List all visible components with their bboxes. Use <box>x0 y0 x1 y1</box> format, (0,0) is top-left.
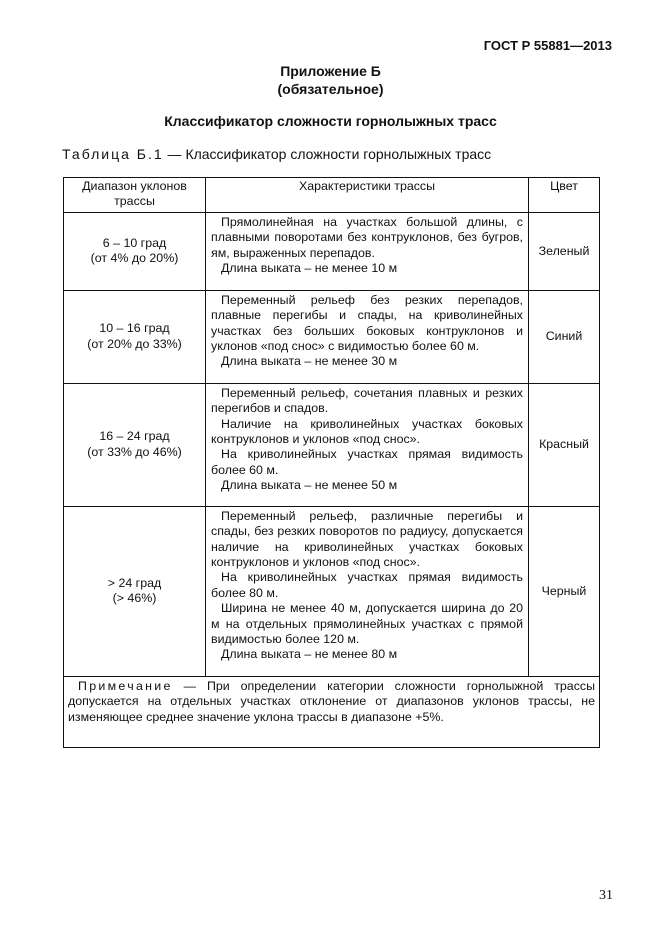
note-text: — При определении категории сложности горнолыжной трассы допускается на отдельных участках отклонение от диапазонов уклонов трассы, не изменяющее среднее значение уклона трассы в диапазоне +5%. <box>68 678 595 724</box>
characteristics-paragraph: Длина выката – не менее 50 м <box>221 478 398 493</box>
characteristics-paragraph: Прямолинейная на участках большой длины, с плавными поворотами без контруклонов, без бугров, ям, выраженных перепадов. <box>211 214 523 260</box>
characteristics-paragraph: Ширина не менее 40 м, допускается ширина до 20 м на отдельных прямолинейных участках с прямой видимостью более 120 м. <box>211 601 523 647</box>
table-note <box>64 676 600 747</box>
note-row <box>64 676 600 747</box>
range-percent: (от 20% до 33%) <box>87 336 182 351</box>
header-color: Цвет <box>529 178 600 213</box>
characteristics-paragraph: Переменный рельеф без резких перепадов, плавные перегибы и спады, на криволинейных участках без больших боковых контруклонов и уклонов «под снос» с видимостью более 60 м. <box>211 292 523 354</box>
color-cell: Красный <box>529 383 600 506</box>
classification-table <box>63 177 600 748</box>
appendix-title: Приложение Б <box>280 63 381 79</box>
range-degrees: 16 – 24 град <box>99 429 170 444</box>
document-id: ГОСТ Р 55881—2013 <box>483 38 612 53</box>
characteristics-paragraph: Переменный рельеф, сочетания плавных и резких перегибов и спадов. <box>211 385 523 416</box>
range-cell <box>64 290 206 383</box>
characteristics-cell <box>206 212 529 290</box>
table-row <box>64 383 600 506</box>
note-label: Примечание <box>78 678 173 693</box>
characteristics-paragraph: Наличие на криволинейных участках боковых контруклонов и уклонов «под снос». <box>211 416 523 447</box>
range-degrees: 10 – 16 град <box>99 321 170 336</box>
table-row <box>64 506 600 676</box>
range-cell <box>64 383 206 506</box>
characteristics-paragraph: Длина выката – не менее 30 м <box>221 354 398 369</box>
characteristics-cell <box>206 290 529 383</box>
range-degrees: > 24 град <box>107 575 162 590</box>
table-row <box>64 290 600 383</box>
table-caption-label: Таблица Б.1 <box>62 146 164 162</box>
characteristics-cell <box>206 506 529 676</box>
section-title: Классификатор сложности горнолыжных трасс <box>164 113 497 129</box>
table-caption <box>62 146 491 162</box>
color-cell: Синий <box>529 290 600 383</box>
table-caption-dash: — <box>163 146 186 162</box>
range-percent: (от 4% до 20%) <box>90 251 179 266</box>
page-number: 31 <box>599 888 613 903</box>
table-caption-text: Классификатор сложности горнолыжных трасс <box>185 146 492 162</box>
range-cell <box>64 506 206 676</box>
range-cell <box>64 212 206 290</box>
range-degrees: 6 – 10 град <box>102 235 167 250</box>
characteristics-paragraph: Переменный рельеф, различные перегибы и спады, без резких поворотов по радиусу, допускается наличие на криволинейных участках боковых контруклонов и уклонов «под снос». <box>211 508 523 570</box>
characteristics-paragraph: На криволинейных участках прямая видимость более 80 м. <box>211 570 523 600</box>
characteristics-paragraph: На криволинейных участках прямая видимость более 60 м. <box>211 447 523 477</box>
characteristics-paragraph: Длина выката – не менее 80 м <box>221 647 398 662</box>
table-header-row <box>64 178 600 213</box>
header-range: Диапазон уклонов трассы <box>64 178 206 213</box>
characteristics-paragraph: Длина выката – не менее 10 м <box>221 261 398 276</box>
color-cell: Черный <box>529 506 600 676</box>
range-percent: (от 33% до 46%) <box>87 444 182 459</box>
range-percent: (> 46%) <box>112 591 157 606</box>
characteristics-cell <box>206 383 529 506</box>
header-characteristics: Характеристики трассы <box>206 178 529 213</box>
color-cell: Зеленый <box>529 212 600 290</box>
table-row <box>64 212 600 290</box>
appendix-subtitle: (обязательное) <box>277 81 384 97</box>
appendix-heading <box>0 62 661 98</box>
